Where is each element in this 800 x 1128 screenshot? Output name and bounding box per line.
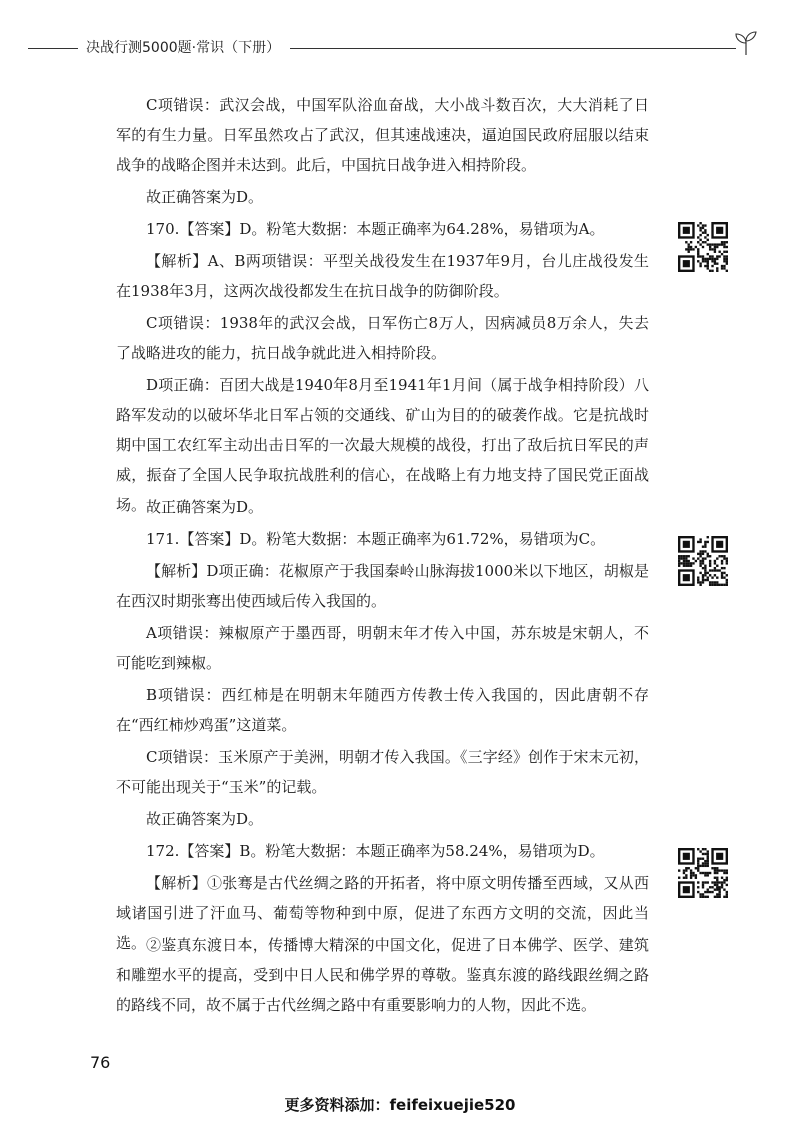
page-header	[28, 36, 772, 60]
paragraph: 故正确答案为D。	[146, 810, 264, 828]
answer-170: 170.【答案】D。粉笔大数据：本题正确率为64.28%，易错项为A。	[146, 220, 605, 238]
paragraph: C项错误：1938年的武汉会战，日军伤亡8万人，因病减员8万余人，失去了战略进攻的能力，抗日战争就此进入相持阶段。	[116, 314, 649, 362]
analysis-172: 【解析】①张骞是古代丝绸之路的开拓者，将中原文明传播至西域，又从西域诸国引进了汗血马、葡萄等物种到中原，促进了东西方文明的交流，因此当选。	[116, 874, 649, 952]
qr-code-icon	[678, 222, 728, 272]
header-rule-left	[28, 48, 78, 49]
sprout-icon	[732, 30, 760, 56]
analysis-170: 【解析】A、B两项错误：平型关战役发生在1937年9月，台儿庄战役发生在1938年3月，这两次战役都发生在抗日战争的防御阶段。	[116, 252, 649, 300]
answer-172: 172.【答案】B。粉笔大数据：本题正确率为58.24%，易错项为D。	[146, 842, 605, 860]
paragraph: D项正确：百团大战是1940年8月至1941年1月间（属于战争相持阶段）八路军发动的以破坏华北日军占领的交通线、矿山为目的的破袭作战。它是抗战时期中国工农红军主动出击日军的一次最大规模的战役，打出了敌后抗日军民的声威，振奋了全国人民争取抗战胜利的信心，在战略上有力地支持了国民党正面战场。	[116, 376, 649, 514]
paragraph: 故正确答案为D。	[146, 498, 264, 516]
analysis-171: 【解析】D项正确：花椒原产于我国秦岭山脉海拔1000米以下地区，胡椒是在西汉时期张骞出使西域后传入我国的。	[116, 562, 649, 610]
paragraph: ②鉴真东渡日本，传播博大精深的中国文化，促进了日本佛学、医学、建筑和雕塑水平的提高，受到中日人民和佛学界的尊敬。鉴真东渡的路线跟丝绸之路的路线不同，故不属于古代丝绸之路中有重要影响力的人物，因此不选。	[116, 936, 649, 1014]
book-title: 决战行测5000题·常识（下册）	[86, 40, 281, 56]
answer-171: 171.【答案】D。粉笔大数据：本题正确率为61.72%，易错项为C。	[146, 530, 606, 548]
paragraph: B项错误：西红柿是在明朝末年随西方传教士传入我国的，因此唐朝不存在“西红柿炒鸡蛋”这道菜。	[116, 686, 649, 734]
paragraph: 故正确答案为D。	[146, 188, 264, 206]
footer-note: 更多资料添加：feifeixuejie520	[284, 1096, 516, 1114]
qr-code-icon	[678, 848, 728, 898]
paragraph: A项错误：辣椒原产于墨西哥，明朝末年才传入中国，苏东坡是宋朝人，不可能吃到辣椒。	[116, 624, 649, 672]
header-rule-right	[290, 48, 736, 49]
paragraph: C项错误：玉米原产于美洲，明朝才传入我国。《三字经》创作于宋末元初，不可能出现关于“玉米”的记载。	[116, 748, 649, 796]
page-number: 76	[90, 1053, 111, 1072]
qr-code-icon	[678, 536, 728, 586]
paragraph: C项错误：武汉会战，中国军队浴血奋战，大小战斗数百次，大大消耗了日军的有生力量。日军虽然攻占了武汉，但其速战速决，逼迫国民政府屈服以结束战争的战略企图并未达到。此后，中国抗日战争进入相持阶段。	[116, 96, 649, 174]
